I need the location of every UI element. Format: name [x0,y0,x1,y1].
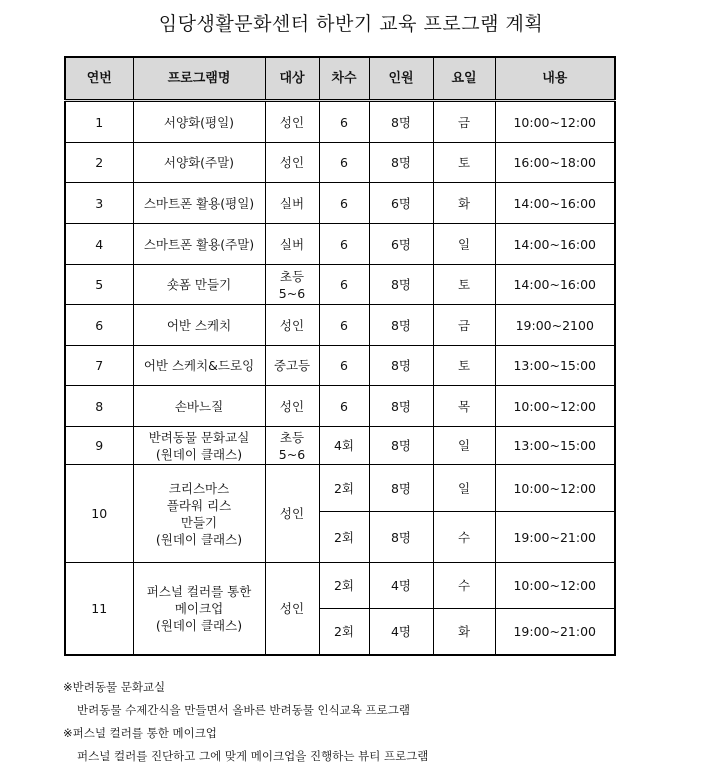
people-count: 8명 [369,101,433,143]
time-range: 19:00~2100 [495,305,615,346]
table-row [65,386,615,427]
session-count: 6 [319,224,369,265]
cell-line: (원데이 클래스) [155,446,243,462]
program-name [133,386,265,427]
notes-section [63,676,428,768]
people-count: 6명 [369,224,433,265]
cell-line: 성인 [279,317,305,333]
cell-line: 5~6 [278,285,306,301]
program-name [133,427,265,465]
cell-line: 서양화(평일) [163,114,235,130]
session-count: 2회 [319,465,369,512]
people-count: 8명 [369,427,433,465]
program-name [133,101,265,143]
weekday: 수 [433,512,495,563]
time-range: 10:00~12:00 [495,386,615,427]
time-range: 10:00~12:00 [495,465,615,512]
weekday: 토 [433,265,495,305]
cell-line: 반려동물 문화교실 [148,429,250,445]
cell-line: 실버 [279,195,305,211]
people-count: 8명 [369,465,433,512]
cell-line: 성인 [279,155,305,170]
header-target: 대상 [265,57,319,101]
session-count: 6 [319,265,369,305]
weekday: 일 [433,465,495,512]
table-row [65,427,615,465]
table-row [65,183,615,224]
time-range: 16:00~18:00 [495,143,615,183]
time-range: 19:00~21:00 [495,512,615,563]
row-number: 1 [65,101,133,143]
table-header-row [65,57,615,101]
table-row [65,224,615,265]
weekday: 토 [433,143,495,183]
target-group [265,183,319,224]
weekday: 일 [433,224,495,265]
cell-line: 손바느질 [174,398,224,414]
time-range: 14:00~16:00 [495,265,615,305]
time-range: 13:00~15:00 [495,346,615,386]
session-count: 6 [319,101,369,143]
cell-line: 성인 [279,398,305,414]
program-name [133,265,265,305]
program-name [133,183,265,224]
cell-line: 성인 [279,114,305,130]
cell-line: 크리스마스 [168,480,230,496]
people-count: 8명 [369,143,433,183]
document-title: 임당생활문화센터 하반기 교육 프로그램 계획 [158,13,544,35]
session-count: 2회 [319,563,369,609]
note-text: 반려동물 수제간식을 만들면서 올바른 반려동물 인식교육 프로그램 [77,703,410,717]
session-count: 4회 [319,427,369,465]
time-range: 14:00~16:00 [495,183,615,224]
target-group [265,427,319,465]
time-range: 19:00~21:00 [495,609,615,655]
row-number: 7 [65,346,133,386]
target-group [265,101,319,143]
people-count: 8명 [369,265,433,305]
program-name [133,143,265,183]
people-count: 8명 [369,305,433,346]
weekday: 화 [433,183,495,224]
weekday: 목 [433,386,495,427]
header-no: 연번 [65,57,133,101]
session-count: 2회 [319,512,369,563]
weekday: 금 [433,101,495,143]
row-number: 8 [65,386,133,427]
program-schedule-table [64,56,616,656]
cell-line: (원데이 클래스) [155,531,243,547]
cell-line: 스마트폰 활용(평일) [143,195,255,211]
cell-line: 메이크업 [174,600,224,616]
header-time: 내용 [495,57,615,101]
people-count: 8명 [369,346,433,386]
table-row [65,101,615,143]
row-number: 4 [65,224,133,265]
cell-line: 서양화(주말) [163,155,235,170]
session-count: 6 [319,183,369,224]
row-number: 9 [65,427,133,465]
cell-line: 초등 [279,268,305,284]
target-group [265,346,319,386]
session-count: 6 [319,346,369,386]
people-count: 8명 [369,386,433,427]
row-number: 6 [65,305,133,346]
cell-line: 스마트폰 활용(주말) [143,236,255,252]
target-group [265,465,319,563]
weekday: 토 [433,346,495,386]
session-count: 6 [319,143,369,183]
time-range: 10:00~12:00 [495,563,615,609]
time-range: 14:00~16:00 [495,224,615,265]
time-range: 13:00~15:00 [495,427,615,465]
session-count: 6 [319,386,369,427]
table-row [65,563,615,609]
program-name [133,305,265,346]
target-group [265,386,319,427]
table-row [65,143,615,183]
session-count: 2회 [319,609,369,655]
target-group [265,143,319,183]
session-count: 6 [319,305,369,346]
program-name [133,563,265,655]
note-text: 퍼스널 컬러를 진단하고 그에 맞게 메이크업을 진행하는 뷰티 프로그램 [77,749,429,763]
row-number: 5 [65,265,133,305]
cell-line: 어반 스케치 [166,317,232,333]
cell-line: 만들기 [180,514,218,530]
weekday: 일 [433,427,495,465]
target-group [265,563,319,655]
weekday: 금 [433,305,495,346]
row-number: 10 [65,465,133,563]
program-name [133,465,265,563]
cell-line: 중고등 [273,358,311,373]
cell-line: 어반 스케치&드로잉 [143,358,255,373]
header-people: 인원 [369,57,433,101]
header-program: 프로그램명 [133,57,265,101]
time-range: 10:00~12:00 [495,101,615,143]
cell-line: 실버 [279,236,305,252]
table-body [65,101,615,655]
program-name [133,224,265,265]
target-group [265,224,319,265]
row-number: 2 [65,143,133,183]
row-number: 11 [65,563,133,655]
cell-line: (원데이 클래스) [155,617,243,633]
people-count: 4명 [369,563,433,609]
people-count: 4명 [369,609,433,655]
cell-line: 5~6 [278,446,306,462]
cell-line: 성인 [279,506,305,521]
table-row [65,346,615,386]
note-heading: ※퍼스널 컬러를 통한 메이크업 [63,726,217,740]
cell-line: 숏폼 만들기 [166,277,232,292]
weekday: 수 [433,563,495,609]
cell-line: 성인 [279,600,305,616]
weekday: 화 [433,609,495,655]
program-name [133,346,265,386]
people-count: 8명 [369,512,433,563]
table-row [65,465,615,512]
target-group [265,265,319,305]
cell-line: 초등 [279,429,305,445]
header-day: 요일 [433,57,495,101]
cell-line: 플라워 리스 [166,497,232,513]
header-sessions: 차수 [319,57,369,101]
target-group [265,305,319,346]
people-count: 6명 [369,183,433,224]
cell-line: 퍼스널 컬러를 통한 [146,583,252,599]
row-number: 3 [65,183,133,224]
table-row [65,305,615,346]
note-heading: ※반려동물 문화교실 [63,680,166,694]
table-row [65,265,615,305]
